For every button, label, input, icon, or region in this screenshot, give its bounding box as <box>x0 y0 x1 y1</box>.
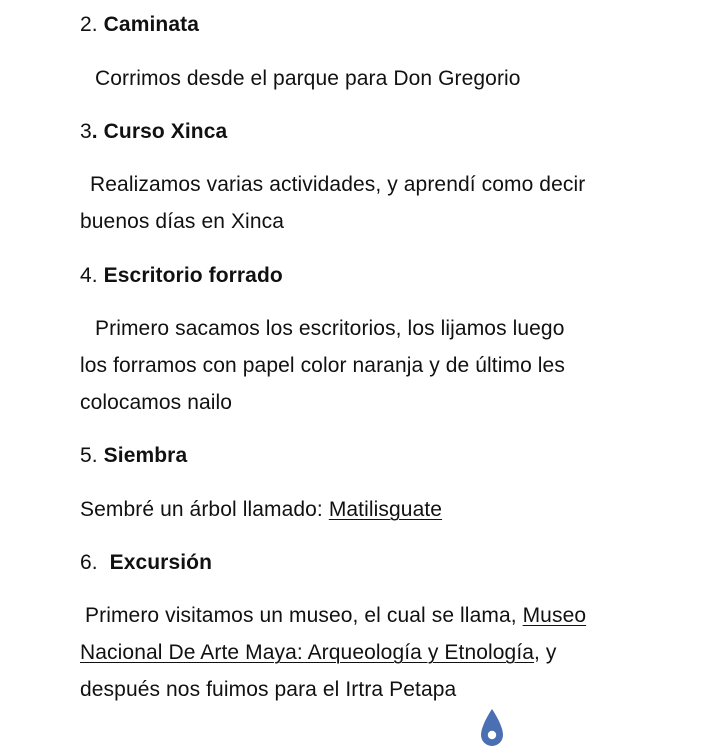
heading-title: Siembra <box>103 444 188 467</box>
paragraph-curso-xinca-line-1: Realizamos varias actividades, y aprendí como decir <box>90 173 586 196</box>
paragraph-escritorio-line-2: los forramos con papel color naranja y de último les <box>80 354 565 377</box>
excursion-text: Primero visitamos un museo, el cual se llama, <box>85 604 523 627</box>
heading-number: 2. <box>80 13 98 36</box>
museum-name-part-2: Nacional De Arte Maya: Arqueología y Etnología <box>80 641 535 664</box>
heading-curso-xinca <box>80 119 227 145</box>
paragraph-caminata: Corrimos desde el parque para Don Gregorio <box>95 67 521 90</box>
heading-number: 4. <box>80 264 98 287</box>
heading-title: . Curso Xinca <box>91 120 228 143</box>
museum-name-part-1: Museo <box>522 604 587 627</box>
paragraph-curso-xinca-line-2: buenos días en Xinca <box>80 210 284 233</box>
heading-caminata <box>80 12 199 38</box>
paragraph-escritorio-line-3: colocamos nailo <box>80 391 233 414</box>
paragraph-excursion-line-3: después nos fuimos para el Irtra Petapa <box>80 678 457 701</box>
paragraph-escritorio-line-1: Primero sacamos los escritorios, los lijamos luego <box>95 317 565 340</box>
text-selection-handle-icon[interactable] <box>479 708 505 748</box>
heading-excursion <box>80 550 212 576</box>
paragraph-excursion-line-2 <box>80 640 557 666</box>
siembra-tree-name: Matilisguate <box>328 498 443 521</box>
heading-title: Escritorio forrado <box>103 264 283 287</box>
heading-siembra <box>80 443 187 469</box>
heading-number: 5. <box>80 444 98 467</box>
heading-number: 3 <box>80 120 92 143</box>
heading-title: Excursión <box>109 551 213 574</box>
heading-escritorio-forrado <box>80 263 283 289</box>
excursion-text: , y <box>534 641 557 664</box>
paragraph-siembra <box>80 497 442 523</box>
heading-title: Caminata <box>103 13 199 36</box>
paragraph-excursion-line-1 <box>85 603 586 629</box>
heading-number: 6. <box>80 551 98 574</box>
siembra-text: Sembré un árbol llamado: <box>80 498 329 521</box>
